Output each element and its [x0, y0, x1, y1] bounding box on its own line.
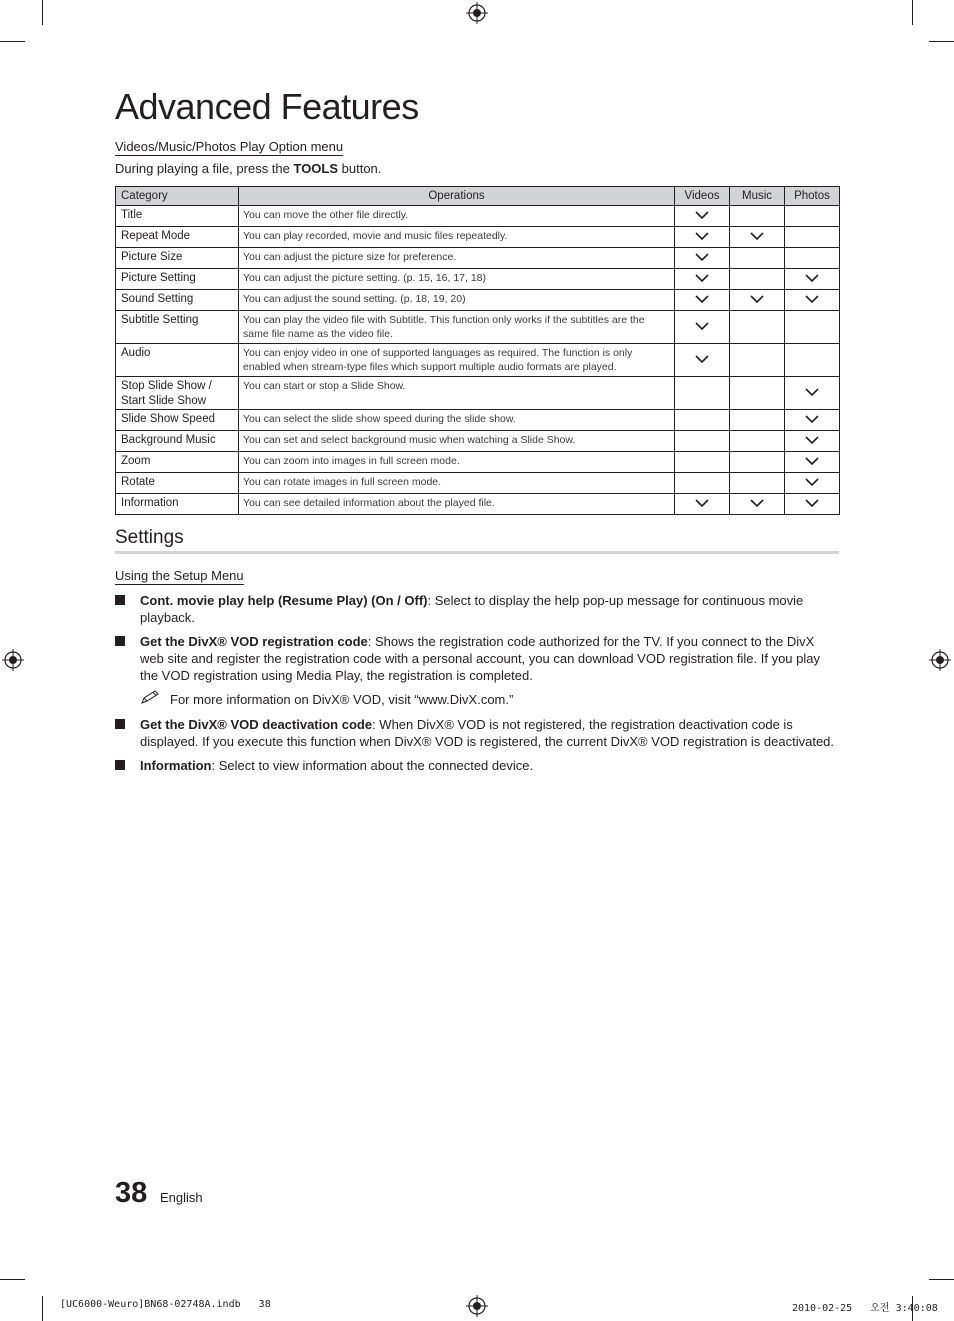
photos-support-cell	[785, 227, 840, 248]
category-cell: Picture Size	[116, 248, 239, 269]
table-row	[116, 410, 840, 431]
column-header-category: Category	[116, 187, 239, 206]
setting-label: Get the DivX® VOD registration code	[140, 634, 368, 649]
videos-support-cell	[675, 431, 730, 452]
operation-cell: You can start or stop a Slide Show.	[239, 377, 675, 410]
photos-support-cell	[785, 248, 840, 269]
music-support-cell	[730, 311, 785, 344]
note	[115, 691, 839, 708]
videos-support-cell	[675, 377, 730, 410]
music-support-cell	[730, 473, 785, 494]
check-mark-icon	[695, 274, 709, 282]
registration-mark-icon	[2, 649, 24, 671]
check-mark-icon	[695, 355, 709, 363]
check-mark-icon	[805, 499, 819, 507]
music-support-cell	[730, 248, 785, 269]
page-language: English	[160, 1190, 203, 1205]
videos-support-cell	[675, 452, 730, 473]
registration-mark-icon	[466, 1295, 488, 1317]
operation-cell: You can move the other file directly.	[239, 206, 675, 227]
intro-text: During playing a file, press the	[115, 161, 294, 176]
check-mark-icon	[750, 232, 764, 240]
category-cell: Zoom	[116, 452, 239, 473]
print-slug-date: 2010-02-25 오전 3:40:08	[792, 1303, 938, 1314]
crop-mark	[42, 0, 43, 25]
column-header-videos: Videos	[675, 187, 730, 206]
videos-support-cell	[675, 311, 730, 344]
category-cell: Rotate	[116, 473, 239, 494]
tools-key-label: TOOLS	[293, 161, 339, 176]
crop-mark	[929, 41, 954, 42]
play-option-table	[115, 186, 840, 515]
category-cell: Background Music	[116, 431, 239, 452]
crop-mark	[929, 1279, 954, 1280]
operation-cell: You can set and select background music when watching a Slide Show.	[239, 431, 675, 452]
photos-support-cell	[785, 269, 840, 290]
square-bullet-icon	[115, 760, 125, 770]
settings-list	[115, 592, 839, 781]
photos-support-cell	[785, 206, 840, 227]
table-row	[116, 206, 840, 227]
crop-mark	[0, 1279, 25, 1280]
music-support-cell	[730, 452, 785, 473]
operation-cell: You can rotate images in full screen mode.	[239, 473, 675, 494]
videos-support-cell	[675, 227, 730, 248]
table-row	[116, 248, 840, 269]
category-cell: Information	[116, 494, 239, 515]
photos-support-cell	[785, 344, 840, 377]
music-support-cell	[730, 206, 785, 227]
column-header-operations: Operations	[239, 187, 675, 206]
music-support-cell	[730, 431, 785, 452]
square-bullet-icon	[115, 595, 125, 605]
check-mark-icon	[805, 457, 819, 465]
play-option-heading: Videos/Music/Photos Play Option menu	[115, 139, 344, 154]
photos-support-cell	[785, 452, 840, 473]
list-item	[115, 757, 839, 774]
music-support-cell	[730, 344, 785, 377]
play-option-intro	[115, 161, 381, 176]
operation-cell: You can adjust the sound setting. (p. 18, 19, 20)	[239, 290, 675, 311]
table-row	[116, 494, 840, 515]
videos-support-cell	[675, 248, 730, 269]
operation-cell: You can select the slide show speed during the slide show.	[239, 410, 675, 431]
setting-description: : Shows the registration code authorized for the TV. If you connect to the DivX web site and register the registration code with a personal account, you can download VOD registration file. If you play the VOD registration using Media Play, the registration is completed.	[140, 634, 820, 683]
crop-mark	[42, 1296, 43, 1321]
operation-cell: You can enjoy video in one of supported languages as required. The function is only enabled when stream-type files which support multiple audio formats are played.	[239, 344, 675, 377]
check-mark-icon	[805, 478, 819, 486]
setting-label: Cont. movie play help (Resume Play) (On / Off)	[140, 593, 428, 608]
crop-mark	[0, 41, 25, 42]
videos-support-cell	[675, 494, 730, 515]
list-item	[115, 716, 839, 750]
music-support-cell	[730, 227, 785, 248]
videos-support-cell	[675, 410, 730, 431]
column-header-music: Music	[730, 187, 785, 206]
music-support-cell	[730, 269, 785, 290]
category-cell: Repeat Mode	[116, 227, 239, 248]
check-mark-icon	[695, 295, 709, 303]
column-header-photos: Photos	[785, 187, 840, 206]
print-slug-file: [UC6000-Weuro]BN68-02748A.indb 38	[60, 1299, 271, 1310]
check-mark-icon	[695, 211, 709, 219]
check-mark-icon	[695, 322, 709, 330]
table-row	[116, 344, 840, 377]
videos-support-cell	[675, 473, 730, 494]
videos-support-cell	[675, 269, 730, 290]
photos-support-cell	[785, 431, 840, 452]
setting-label: Information	[140, 758, 212, 773]
category-cell: Audio	[116, 344, 239, 377]
operation-cell: You can see detailed information about the played file.	[239, 494, 675, 515]
operation-cell: You can adjust the picture setting. (p. 15, 16, 17, 18)	[239, 269, 675, 290]
category-cell: Slide Show Speed	[116, 410, 239, 431]
videos-support-cell	[675, 344, 730, 377]
table-row	[116, 452, 840, 473]
intro-text-end: button.	[338, 161, 382, 176]
check-mark-icon	[805, 388, 819, 396]
operation-cell: You can zoom into images in full screen mode.	[239, 452, 675, 473]
check-mark-icon	[750, 295, 764, 303]
setting-description: : When DivX® VOD is not registered, the registration deactivation code is displayed. If you execute this function when DivX® VOD is registered, the current DivX® VOD registration is deactivated.	[140, 717, 835, 749]
chapter-title: Advanced Features	[115, 86, 419, 127]
table-row	[116, 431, 840, 452]
category-cell: Subtitle Setting	[116, 311, 239, 344]
videos-support-cell	[675, 206, 730, 227]
square-bullet-icon	[115, 636, 125, 646]
category-cell: Title	[116, 206, 239, 227]
music-support-cell	[730, 494, 785, 515]
check-mark-icon	[805, 436, 819, 444]
photos-support-cell	[785, 410, 840, 431]
check-mark-icon	[805, 274, 819, 282]
setting-label: Get the DivX® VOD deactivation code	[140, 717, 373, 732]
list-item	[115, 592, 839, 626]
photos-support-cell	[785, 290, 840, 311]
table-row	[116, 290, 840, 311]
operation-cell: You can play recorded, movie and music files repeatedly.	[239, 227, 675, 248]
category-cell: Stop Slide Show / Start Slide Show	[116, 377, 239, 410]
page-number: 38	[115, 1177, 148, 1209]
table-row	[116, 473, 840, 494]
table-row	[116, 269, 840, 290]
photos-support-cell	[785, 473, 840, 494]
list-item	[115, 633, 839, 684]
table-row	[116, 311, 840, 344]
check-mark-icon	[695, 499, 709, 507]
table-row	[116, 377, 840, 410]
registration-mark-icon	[929, 649, 951, 671]
setup-menu-heading: Using the Setup Menu	[115, 568, 244, 583]
check-mark-icon	[695, 232, 709, 240]
check-mark-icon	[805, 295, 819, 303]
operation-cell: You can play the video file with Subtitle. This function only works if the subtitles are the same file name as the video file.	[239, 311, 675, 344]
music-support-cell	[730, 410, 785, 431]
check-mark-icon	[805, 415, 819, 423]
square-bullet-icon	[115, 719, 125, 729]
check-mark-icon	[750, 499, 764, 507]
setting-description: : Select to view information about the connected device.	[211, 758, 534, 773]
music-support-cell	[730, 290, 785, 311]
photos-support-cell	[785, 311, 840, 344]
crop-mark	[912, 0, 913, 25]
pencil-note-icon	[140, 689, 162, 705]
category-cell: Picture Setting	[116, 269, 239, 290]
settings-section-title: Settings	[115, 527, 839, 554]
note-text: For more information on DivX® VOD, visit “www.DivX.com.”	[170, 692, 514, 707]
registration-mark-icon	[466, 2, 488, 24]
videos-support-cell	[675, 290, 730, 311]
photos-support-cell	[785, 494, 840, 515]
photos-support-cell	[785, 377, 840, 410]
table-row	[116, 227, 840, 248]
setting-description: : Select to display the help pop-up message for continuous movie playback.	[140, 593, 804, 625]
category-cell: Sound Setting	[116, 290, 239, 311]
table-header-row	[116, 187, 840, 206]
operation-cell: You can adjust the picture size for preference.	[239, 248, 675, 269]
check-mark-icon	[695, 253, 709, 261]
music-support-cell	[730, 377, 785, 410]
